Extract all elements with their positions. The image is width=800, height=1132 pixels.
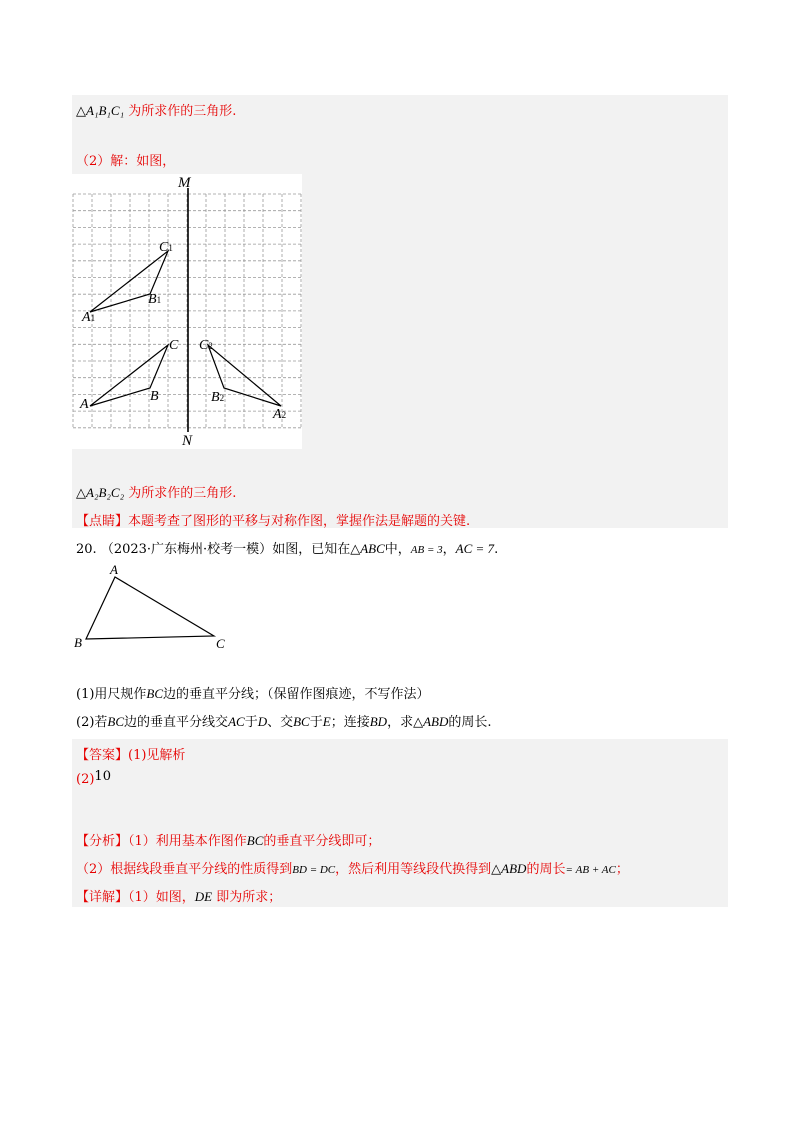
analysis-line-1 [76,830,380,849]
triangle-a2b2c2-label: △A₂B₂C₂ [76,485,125,500]
p2-text: (2)若 [76,715,108,730]
answer-line-2 [76,769,111,787]
detail-tag: 【详解】 [76,890,129,905]
question-20-part-1 [76,683,430,702]
detail-text: （1）如图， [128,890,195,905]
vertex-c: C [216,636,225,651]
label-a: A [80,397,89,412]
triangle-2-statement [76,482,236,501]
segment-de: DE [194,889,213,904]
label-n: N [182,433,193,449]
stem-text: 如图，已知在 [272,542,351,557]
question-20-part-2 [76,711,492,730]
question-number: 20. [76,542,97,557]
analysis-text: ； [615,862,629,877]
vertex-a: A [110,562,118,577]
vertex-b: B [74,635,82,650]
equation-bd-dc: BD = DC [292,864,336,876]
ac-value: AC = 7 [455,541,495,556]
ab-value: AB = 3 [410,544,443,556]
analysis-text: 的周长 [526,862,566,877]
answer-tag: 【答案】 [76,748,129,763]
solution-block-2 [72,739,728,907]
p1-text: 边的垂直平分线；（保留作图痕迹，不写作法） [163,687,430,702]
analysis-tag: 【分析】 [76,834,129,849]
label-c1: C1 [159,240,173,255]
p2-text: 边的垂直平分线交 [124,715,229,730]
triangle-a1b1c1-label: △A₁B₁C₁ [76,103,125,118]
p2-text: 、交 [267,715,294,730]
separator: ， [442,542,456,557]
triangle-abd-label: △ABD [491,861,527,876]
grid-figure [72,174,302,449]
label-a2: A2 [273,407,287,422]
note-text: 本题考查了图形的平移与对称作图，掌握作法是解题的关键. [128,514,471,529]
detail-text: 即为所求； [212,890,282,905]
note-tag: 【点睛】 [76,514,129,529]
analysis-text: 的垂直平分线即可； [263,834,381,849]
label-a1: A1 [82,310,96,325]
label-m: M [178,175,191,191]
point-d: D [257,714,268,729]
segment-bc: BC [107,714,125,729]
p2-text: ；连接 [330,715,370,730]
analysis-text: ，然后利用等线段代换得到 [335,862,492,877]
question-source: （2023·广东梅州·校考一模） [100,542,273,557]
label-b2: B2 [211,390,225,405]
p2-text: ，求 [387,715,414,730]
note-line [76,510,470,529]
analysis-line-2 [76,858,629,877]
equation-ab-ac: = AB + AC [565,864,616,876]
triangle-abc-figure [70,560,240,655]
question-20-stem [76,538,498,557]
answer-2-value: 10 [94,769,111,784]
analysis-text: （2）根据线段垂直平分线的性质得到 [76,862,293,877]
answer-line-1 [76,744,185,763]
answer-2-label: (2) [76,772,95,787]
point-e: E [322,714,331,729]
stem-end: . [494,542,499,557]
analysis-text: （1）利用基本作图作 [128,834,247,849]
p2-text: 于 [244,715,258,730]
p1-text: (1)用尺规作 [76,687,147,702]
part-2-heading: （2）解：如图， [76,154,176,169]
triangle-1-statement [76,100,236,119]
label-c2: C2 [199,338,213,353]
detail-line [76,886,281,905]
answer-1: (1)见解析 [128,748,186,763]
triangle-abc-shape [86,577,214,639]
triangle-abc-label: △ABC [350,541,385,556]
segment-ac: AC [228,714,245,729]
segment-bd: BD [369,714,388,729]
statement-text: 为所求作的三角形. [124,104,237,119]
label-b1: B1 [148,292,162,307]
segment-bc: BC [293,714,310,729]
label-c: C [169,338,179,353]
statement-text: 为所求作的三角形. [124,486,237,501]
segment-bc: BC [246,833,264,848]
p2-text: 于 [309,715,323,730]
triangle-abd-label: △ABD [413,714,449,729]
segment-bc: BC [146,686,164,701]
p2-text: 的周长. [448,715,492,730]
stem-text: 中， [384,542,411,557]
label-b: B [150,389,159,404]
